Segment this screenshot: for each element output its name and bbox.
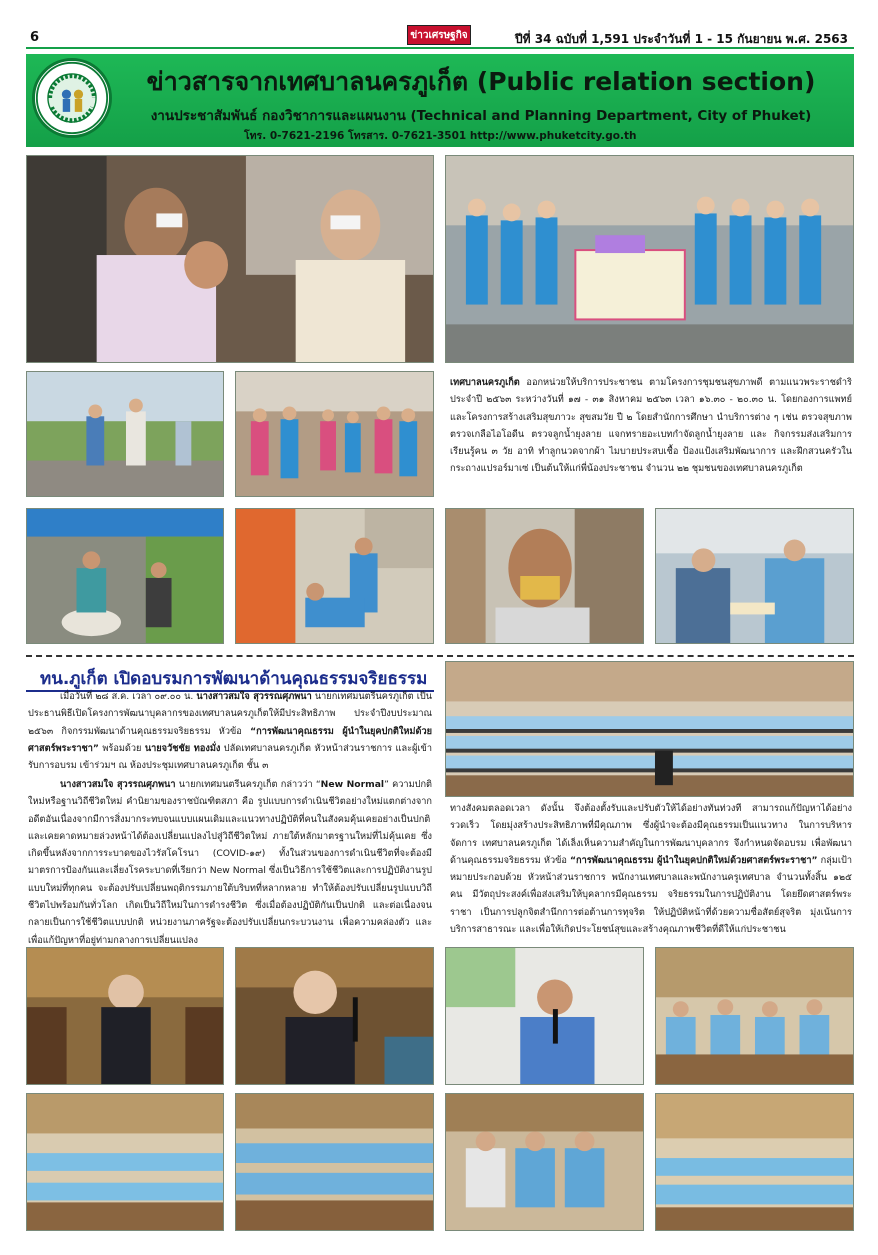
audience-rows-photo-3 <box>445 1093 644 1231</box>
story2-p3-a: ทางสังคมตลอดเวลา ดังนั้น จึงต้องตั้งรับและปรับตัวให้ได้อย่างทันท่วงที สามารถแก้ปัญหาได้อย่างรวดเร็ว โดยมุ่งสร้างประสิทธิภาพที่มีคุณภาพ ซึ่งผู้นำจะต้องมีคุณธรรมเป็นแนวทาง ในการบริหารจัดการ เทศบาลนครภูเก็ต ได้เล็งเห็นความสำคัญในการพัฒนาบุคลากร จึงกำหนดจัดอบรม เพื่อพัฒนาด้านคุณธรรมจริยธรรม หัวข้อ <box>450 803 852 866</box>
banner-contact: โทร. 0-7621-2196 โทรสาร. 0-7621-3501 http://www.phuketcity.go.th <box>244 130 637 142</box>
children-learning-activity-photo <box>235 371 434 497</box>
page-number: 6 <box>30 30 40 45</box>
lecturer-speaking-photo <box>445 947 644 1085</box>
participants-seated-photo <box>655 947 854 1085</box>
top-rule <box>26 47 854 49</box>
story2-p3-c: กลุ่มเป้าหมายประกอบด้วย หัวหน้าส่วนราชการ พนักงานเทศบาลและพนักงานครูเทศบาล จำนวนทั้งสิ้น ๑๒๕ คน มีวัตถุประสงค์เพื่อส่งเสริมให้บุคลากรมีคุณธรรม จริยธรรมในการปฏิบัติงาน โดยยึดศาสตร์พระราชา เป็นการปลูกจิตสำนึกการต่อต้านการทุจริต ให้ปฏิบัติหน้าที่ด้วยความซื่อสัตย์สุจริต มุ่งเน้นการบริการสาธารณะ และเพื่อให้เกิดประโยชน์สุขและสร้างคุณภาพชีวิตที่ดีให้แก่ประชาชน <box>450 854 852 936</box>
story2-p1-b: นางสาวสมใจ สุวรรณศุภพนา <box>196 691 312 702</box>
audience-rows-photo-4 <box>655 1093 854 1231</box>
story2-paragraph-2 <box>28 776 432 949</box>
story2-p1-g: ปลัดเทศบาลนครภูเก็ต หัวหน้าส่วนราชการ และผู้เข้ารับการอบรม เข้าร่วมฯ ณ ห้องประชุมเทศบาลนครภูเก็ต ชั้น ๓ <box>28 742 432 772</box>
banner-subtitle: งานประชาสัมพันธ์ กองวิชาการและแผนงาน (Technical and Planning Department, City of Phuket) <box>150 108 812 124</box>
story2-p3-b: “การพัฒนาคุณธรรม ผู้นำในยุคปกติใหม่ด้วยศาสตร์พระราชา” <box>569 854 818 866</box>
elderly-craft-activity-photo <box>655 508 854 644</box>
masthead-logo <box>407 25 471 45</box>
masthead-logo-text: ข่าวเศรษฐกิจ <box>410 29 468 41</box>
story2-headline: ทน.ภูเก็ต เปิดอบรมการพัฒนาด้านคุณธรรมจริยธรรม <box>40 669 428 689</box>
story2-p1-d: “การพัฒนาคุณธรรม ผู้นำในยุคปกติใหม่ด้วยศาสตร์พระราชา” <box>28 725 432 754</box>
masked-man-portrait-photo <box>445 508 644 644</box>
story2-p2-c: New Normal <box>320 779 385 790</box>
motorbike-service-photo <box>26 508 224 644</box>
roadside-screening-photo <box>26 371 224 497</box>
mother-child-iodine-check-photo <box>26 155 434 363</box>
story2-p1-f: นายจวัชชัย ทองมั่ง <box>144 742 221 754</box>
training-hall-audience-photo <box>445 661 854 797</box>
banner-title: ข่าวสารจากเทศบาลนครภูเก็ต (Public relation section) <box>146 67 816 96</box>
story2-p2-d: ” ความปกติใหม่หรือฐานวิถีชีวิตใหม่ คำนิยามของราชบัณฑิตสภา คือ รูปแบบการดำเนินชีวิตอย่างใหม่แตกต่างจากอดีตอันเนื่องจากมีการสิ่งมากระทบจนแบบแผนเดิมและแนวทางปฏิบัติที่คนในสังคมคุ้นเคยอย่างเป็นปกติ และเคยคาดหมายล่วงหน้าได้ต้องเปลี่ยนแปลงไปสู่วิถีชีวิตใหม่ ภายใต้หลักมาตรฐานใหม่ที่ไม่คุ้นเคย ซึ่งเกิดขึ้นหลังจากการระบาดของไวรัสโคโรนา (COVID-๑๙) ทั้งในส่วนของการดำเนินชีวิตที่จะต้องมีมาตรการป้องกันและเลี่ยงโรคระบาดที่เรียกว่า New Normal ซึ่งเป็นวิธีการใช้ชีวิตและการปฏิบัติงานรูปแบบใหม่ที่ทุกคน จะต้องปรับเปลี่ยนพฤติกรรมภายใต้บริบทที่หลากหลาย ทำให้ต้องปรับเปลี่ยนรูปแบบวิถีชีวิตไปพร้อมกันทั่วโลก เกิดเป็นวิถีใหม่ในการดำรงชีวิต ซึ่งเมื่อต้องปฏิบัติกันเป็นปกติ และต่อเนื่องจนกลายเป็นการใช้ชีวิตแบบปกติ หน่วยงานภาครัฐจะต้องปรับเปลี่ยนกระบวนงาน เพื่อความคล่องตัว และเพื่อแก้ปัญหาที่อยู่ท่ามกลางการเปลี่ยนแปลง <box>28 779 432 946</box>
story1-body: ออกหน่วยให้บริการประชาชน ตามโครงการชุมชนสุขภาพดี ตามแนวพระราชดำริ ประจำปี ๒๕๖๓ ระหว่างวันที่ ๑๗ - ๓๑ สิงหาคม ๒๕๖๓ เวลา ๑๖.๓๐ - ๒๐.๓๐ น. โดยกองการแพทย์ และโครงการสร้างเสริมสุขภาวะ สุขสมวัย ปี ๒ โดยสำนักการศึกษา นำบริการต่าง ๆ เช่น ตรวจสุขภาพ ตรวจเกลือไอโอดีน ตรวจลูกน้ำยุงลาย แจกทรายอะเบทกำจัดลูกน้ำยุงลาย และ กิจกรรมส่งเสริมการเรียนรู้คน ๓ วัย อาทิ ทำลูกนวดจากผ้า ไมบายประสบเชื้อ ป้องแป้งเสริมพัฒนาการ และฝึกสวนครัวในกระถางแปรอร์มาเซ่ เป็นต้นให้แก่พี่น้องประชาชน จำนวน ๒๒ ชุมชนของเทศบาลนครภูเก็ต <box>450 377 852 475</box>
group-health-service-banner-photo <box>445 155 854 363</box>
story2-p1-e: พร้อมด้วย <box>98 742 145 754</box>
mayor-standing-photo <box>26 947 224 1085</box>
story1-lead: เทศบาลนครภูเก็ต <box>450 377 520 388</box>
story2-paragraph-3 <box>450 800 852 938</box>
mayor-speaking-microphone-photo <box>235 947 434 1085</box>
audience-rows-photo-2 <box>235 1093 434 1231</box>
section-divider <box>26 655 854 657</box>
story2-paragraph-1 <box>28 688 432 774</box>
story2-p2-b: นายกเทศมนตรีนครภูเก็ต กล่าวว่า “ <box>175 779 321 790</box>
audience-rows-photo-1 <box>26 1093 224 1231</box>
story2-p2-a: นางสาวสมใจ สุวรรณศุภพนา <box>60 779 176 790</box>
abate-sand-distribution-photo <box>235 508 434 644</box>
issue-line: ปีที่ 34 ฉบับที่ 1,591 ประจำวันที่ 1 - 15 กันยายน พ.ศ. 2563 <box>515 32 848 46</box>
story1-text <box>450 374 852 478</box>
story2-p1-c: นายกเทศมนตรีนครภูเก็ต เป็นประธานพิธีเปิดโครงการพัฒนาบุคลากรของเทศบาลนครภูเก็ตให้มีประสิทธิภาพ ประจำปีงบประมาณ ๒๕๖๓ กิจกรรมพัฒนาด้านคุณธรรมจริยธรรม หัวข้อ <box>28 691 432 737</box>
story2-p1-a: เมื่อวันที่ ๒๘ ส.ค. เวลา ๐๙.๐๐ น. <box>60 691 197 702</box>
phuket-municipality-seal-icon <box>32 58 112 138</box>
